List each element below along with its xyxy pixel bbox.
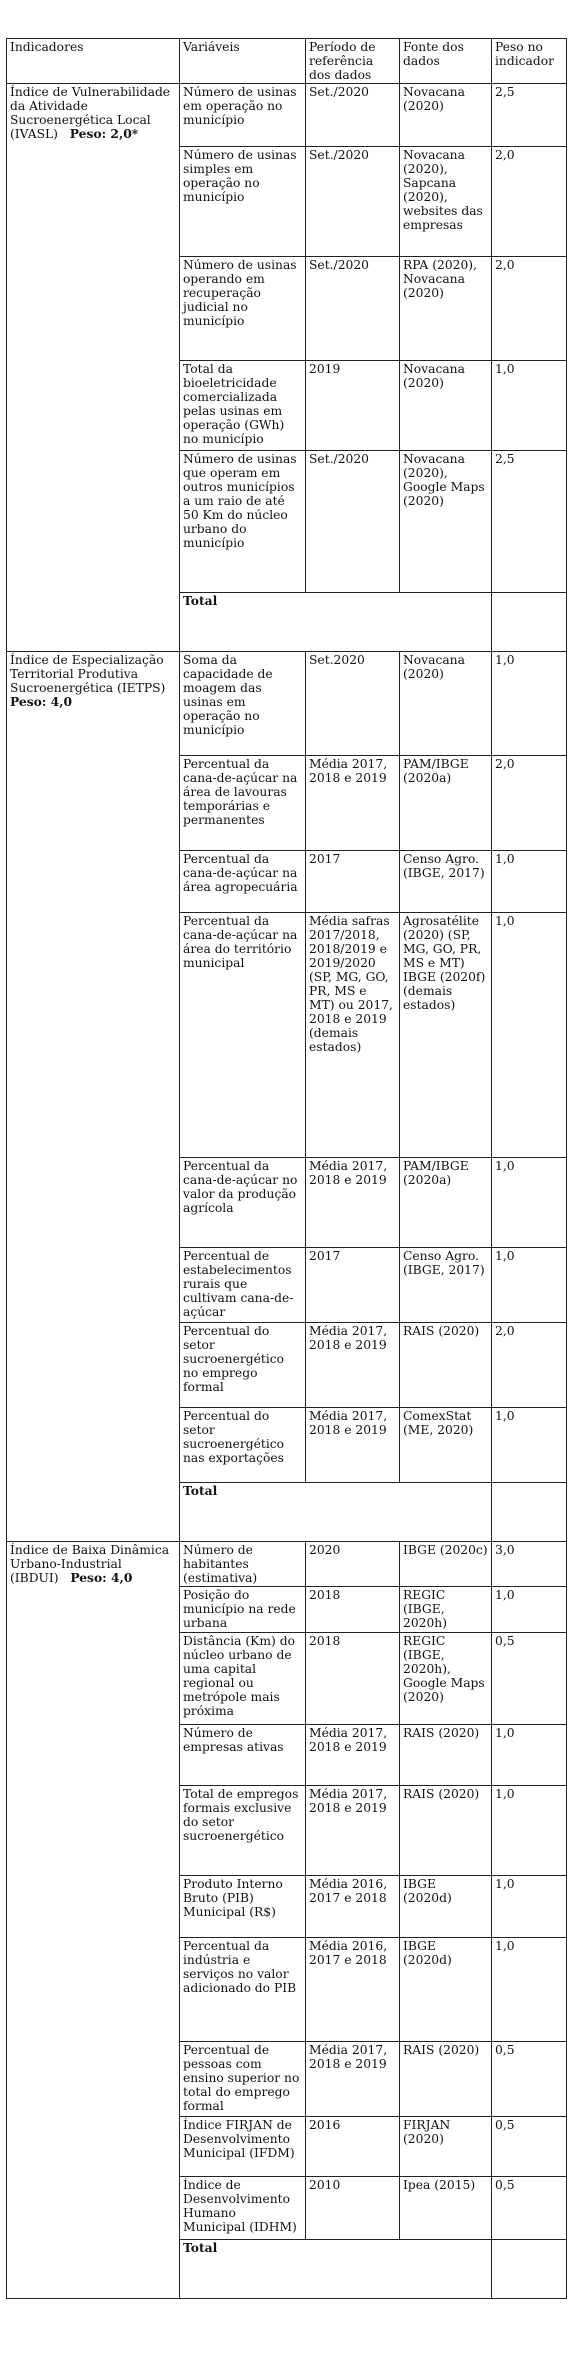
header-periodo: Período de referência dos dados [306, 39, 400, 84]
period-cell: Média 2017, 2018 e 2019 [306, 1786, 400, 1876]
variable-cell: Soma da capacidade de moagem das usinas em operação no município [180, 652, 306, 756]
period-cell: 2010 [306, 2177, 400, 2240]
variable-cell: Total da bioeletricidade comercializada pelas usinas em operação (GWh) no município [180, 361, 306, 451]
variable-cell: Número de usinas operando em recuperação judicial no município [180, 257, 306, 361]
source-cell: Censo Agro. (IBGE, 2017) [400, 1248, 492, 1323]
total-blank-cell [492, 1483, 567, 1542]
indicators-table [6, 38, 567, 2299]
indicator-cell [7, 652, 180, 1542]
weight-cell: 1,0 [492, 652, 567, 756]
variable-cell: Distância (Km) do núcleo urbano de uma capital regional ou metrópole mais próxima [180, 1633, 306, 1725]
weight-cell: 0,5 [492, 2042, 567, 2117]
period-cell: Set./2020 [306, 451, 400, 593]
indicator-weight: Peso: 4,0 [70, 1570, 133, 1585]
source-cell: Agrosatélite (2020) (SP, MG, GO, PR, MS e MT) IBGE (2020f) (demais estados) [400, 913, 492, 1158]
source-cell: Novacana (2020), Google Maps (2020) [400, 451, 492, 593]
variable-cell: Índice FIRJAN de Desenvolvimento Municipal (IFDM) [180, 2117, 306, 2177]
total-label: Total [180, 1483, 492, 1542]
header-variaveis: Variáveis [180, 39, 306, 84]
source-cell: RPA (2020), Novacana (2020) [400, 257, 492, 361]
variable-cell: Percentual de pessoas com ensino superior no total do emprego formal [180, 2042, 306, 2117]
source-cell: PAM/IBGE (2020a) [400, 1158, 492, 1248]
indicator-name: Índice de Vulnerabilidade da Atividade Sucroenergética Local (IVASL) [10, 85, 171, 141]
table-body [7, 84, 567, 2299]
source-cell: RAIS (2020) [400, 1323, 492, 1408]
variable-cell: Percentual do setor sucroenergético nas exportações [180, 1408, 306, 1483]
weight-cell: 1,0 [492, 1725, 567, 1786]
variable-cell: Percentual da cana-de-açúcar na área agropecuária [180, 851, 306, 913]
total-label: Total [180, 2240, 492, 2299]
source-cell: PAM/IBGE (2020a) [400, 756, 492, 851]
source-cell: IBGE (2020d) [400, 1938, 492, 2042]
weight-cell: 1,0 [492, 1248, 567, 1323]
weight-cell: 2,0 [492, 756, 567, 851]
indicator-cell [7, 1542, 180, 2299]
variable-cell: Índice de Desenvolvimento Humano Municipal (IDHM) [180, 2177, 306, 2240]
period-cell: Média 2017, 2018 e 2019 [306, 1158, 400, 1248]
total-blank-cell [492, 2240, 567, 2299]
indicator-cell [7, 84, 180, 652]
source-cell: Novacana (2020), Sapcana (2020), websites das empresas [400, 147, 492, 257]
variable-cell: Percentual do setor sucroenergético no emprego formal [180, 1323, 306, 1408]
total-label: Total [180, 593, 492, 652]
header-row [7, 39, 567, 84]
variable-cell: Posição do município na rede urbana [180, 1587, 306, 1633]
weight-cell: 1,0 [492, 361, 567, 451]
source-cell: Novacana (2020) [400, 361, 492, 451]
source-cell: RAIS (2020) [400, 2042, 492, 2117]
weight-cell: 2,0 [492, 257, 567, 361]
variable-cell: Percentual da indústria e serviços no valor adicionado do PIB [180, 1938, 306, 2042]
source-cell: RAIS (2020) [400, 1725, 492, 1786]
weight-cell: 1,0 [492, 1786, 567, 1876]
weight-cell: 0,5 [492, 2177, 567, 2240]
period-cell: 2018 [306, 1633, 400, 1725]
period-cell: 2016 [306, 2117, 400, 2177]
period-cell: Set./2020 [306, 147, 400, 257]
weight-cell: 2,5 [492, 84, 567, 147]
variable-cell: Percentual da cana-de-açúcar na área de lavouras temporárias e permanentes [180, 756, 306, 851]
weight-cell: 1,0 [492, 1587, 567, 1633]
period-cell: Set./2020 [306, 257, 400, 361]
weight-cell: 2,0 [492, 147, 567, 257]
period-cell: 2020 [306, 1542, 400, 1587]
indicator-weight: Peso: 4,0 [10, 694, 73, 709]
weight-cell: 2,5 [492, 451, 567, 593]
period-cell: Set.2020 [306, 652, 400, 756]
source-cell: IBGE (2020d) [400, 1876, 492, 1938]
table-row [7, 652, 567, 756]
period-cell: Média 2017, 2018 e 2019 [306, 2042, 400, 2117]
variable-cell: Percentual da cana-de-açúcar na área do território municipal [180, 913, 306, 1158]
table-row [7, 84, 567, 147]
period-cell: Média 2016, 2017 e 2018 [306, 1876, 400, 1938]
period-cell: Set./2020 [306, 84, 400, 147]
source-cell: Ipea (2015) [400, 2177, 492, 2240]
variable-cell: Total de empregos formais exclusive do setor sucroenergético [180, 1786, 306, 1876]
source-cell: ComexStat (ME, 2020) [400, 1408, 492, 1483]
header-fonte: Fonte dos dados [400, 39, 492, 84]
table-row [7, 1542, 567, 1587]
period-cell: Média 2017, 2018 e 2019 [306, 756, 400, 851]
weight-cell: 1,0 [492, 851, 567, 913]
period-cell: Média 2017, 2018 e 2019 [306, 1323, 400, 1408]
weight-cell: 1,0 [492, 1158, 567, 1248]
source-cell: REGIC (IBGE, 2020h) [400, 1587, 492, 1633]
total-blank-cell [492, 593, 567, 652]
indicator-name: Índice de Baixa Dinâmica Urbano-Industrial (IBDUI) [10, 1543, 170, 1585]
source-cell: FIRJAN (2020) [400, 2117, 492, 2177]
weight-cell: 1,0 [492, 1938, 567, 2042]
source-cell: Novacana (2020) [400, 652, 492, 756]
header-indicadores: Indicadores [7, 39, 180, 84]
source-cell: Censo Agro. (IBGE, 2017) [400, 851, 492, 913]
variable-cell: Produto Interno Bruto (PIB) Municipal (R$) [180, 1876, 306, 1938]
period-cell: 2017 [306, 851, 400, 913]
period-cell: 2018 [306, 1587, 400, 1633]
source-cell: Novacana (2020) [400, 84, 492, 147]
header-peso: Peso no indicador [492, 39, 567, 84]
indicator-weight: Peso: 2,0* [69, 126, 139, 141]
source-cell: REGIC (IBGE, 2020h), Google Maps (2020) [400, 1633, 492, 1725]
variable-cell: Número de usinas que operam em outros municípios a um raio de até 50 Km do núcleo urbano do município [180, 451, 306, 593]
indicator-name: Índice de Especialização Territorial Produtiva Sucroenergética (IETPS) [10, 653, 166, 695]
weight-cell: 3,0 [492, 1542, 567, 1587]
period-cell: Média 2017, 2018 e 2019 [306, 1725, 400, 1786]
variable-cell: Número de habitantes (estimativa) [180, 1542, 306, 1587]
period-cell: Média 2017, 2018 e 2019 [306, 1408, 400, 1483]
weight-cell: 1,0 [492, 913, 567, 1158]
source-cell: RAIS (2020) [400, 1786, 492, 1876]
period-cell: 2017 [306, 1248, 400, 1323]
variable-cell: Percentual da cana-de-açúcar no valor da produção agrícola [180, 1158, 306, 1248]
variable-cell: Número de empresas ativas [180, 1725, 306, 1786]
source-cell: IBGE (2020c) [400, 1542, 492, 1587]
variable-cell: Percentual de estabelecimentos rurais que cultivam cana-de-açúcar [180, 1248, 306, 1323]
variable-cell: Número de usinas simples em operação no município [180, 147, 306, 257]
variable-cell: Número de usinas em operação no município [180, 84, 306, 147]
weight-cell: 2,0 [492, 1323, 567, 1408]
weight-cell: 1,0 [492, 1408, 567, 1483]
weight-cell: 0,5 [492, 1633, 567, 1725]
period-cell: Média safras 2017/2018, 2018/2019 e 2019/2020 (SP, MG, GO, PR, MS e MT) ou 2017, 2018 e 2019 (demais estados) [306, 913, 400, 1158]
period-cell: Média 2016, 2017 e 2018 [306, 1938, 400, 2042]
period-cell: 2019 [306, 361, 400, 451]
weight-cell: 1,0 [492, 1876, 567, 1938]
weight-cell: 0,5 [492, 2117, 567, 2177]
